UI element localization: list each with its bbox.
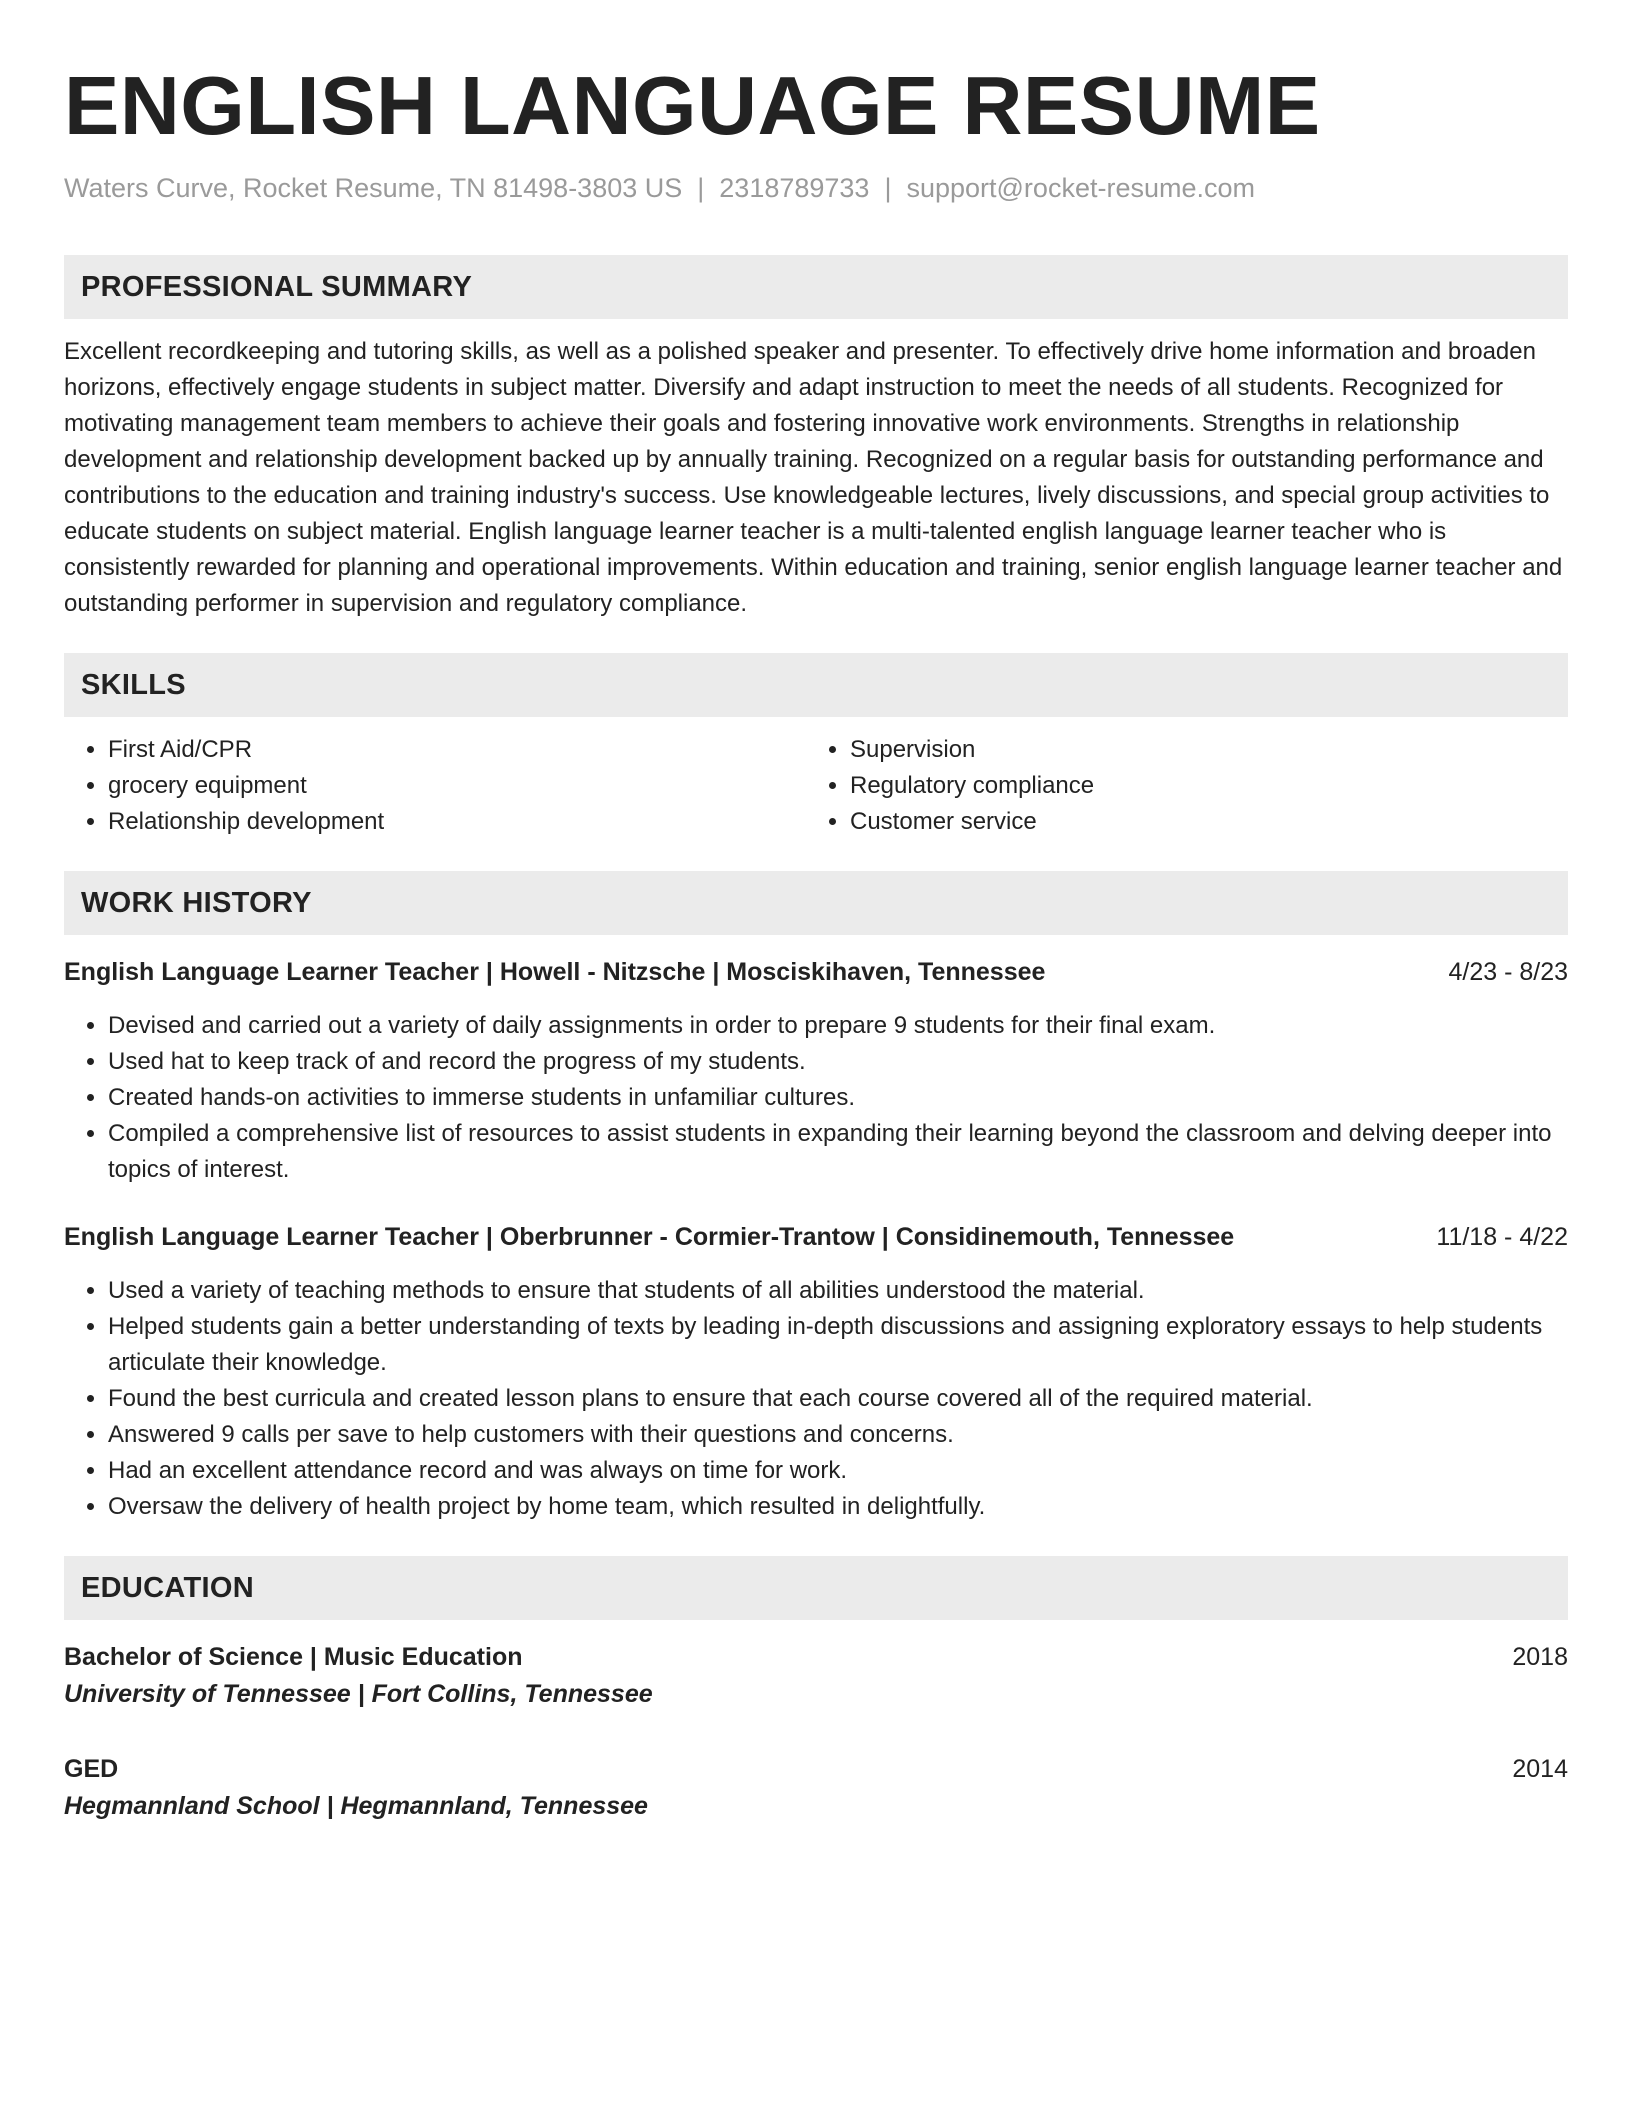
job-bullet: • Answered 9 calls per save to help customers with their questions and concerns. bbox=[108, 1417, 1568, 1453]
job-bullet: • Found the best curricula and created lesson plans to ensure that each course covered all of the required material. bbox=[108, 1381, 1568, 1417]
skill-item: • grocery equipment bbox=[108, 768, 806, 804]
job-bullet: • Created hands-on activities to immerse students in unfamiliar cultures. bbox=[108, 1080, 1568, 1116]
job-entry bbox=[64, 954, 1568, 1188]
skill-item: • First Aid/CPR bbox=[108, 732, 806, 768]
contact-phone: 2318789733 bbox=[719, 173, 870, 203]
skill-item: • Customer service bbox=[850, 804, 1548, 840]
summary-text: Excellent recordkeeping and tutoring skills, as well as a polished speaker and presenter. To effectively drive home information and broaden horizons, effectively engage students in subject matter. Diversify and adapt instruction to meet the needs of all students. Recognized for motivating management team members to achieve their goals and fostering innovative work environments. Strengths in relationship development and relationship development backed up by annually training. Recognized on a regular basis for outstanding performance and contributions to the education and training industry's success. Use knowledgeable lectures, lively discussions, and special group activities to educate students on subject material. English language learner teacher is a multi-talented english language learner teacher who is consistently rewarded for planning and operational improvements. Within education and training, senior english language learner teacher and outstanding performer in supervision and regulatory compliance. bbox=[64, 338, 1563, 617]
resume-title: ENGLISH LANGUAGE RESUME bbox=[64, 59, 1321, 152]
job-bullet: • Used a variety of teaching methods to ensure that students of all abilities understood the material. bbox=[108, 1273, 1568, 1309]
section-header-skills: SKILLS bbox=[64, 653, 1568, 717]
education-heading-row bbox=[64, 1751, 1568, 1787]
skills-column-right bbox=[806, 732, 1548, 840]
skills-column-left bbox=[64, 732, 806, 840]
job-bullets bbox=[64, 1273, 1568, 1525]
education-year: 2018 bbox=[1512, 1643, 1568, 1671]
education-entry bbox=[64, 1639, 1568, 1713]
job-bullet: • Helped students gain a better understanding of texts by leading in-depth discussions and assigning exploratory essays to help students articulate their knowledge. bbox=[108, 1309, 1568, 1381]
job-bullet: • Compiled a comprehensive list of resources to assist students in expanding their learning beyond the classroom and delving deeper into topics of interest. bbox=[108, 1116, 1568, 1188]
job-bullet: • Used hat to keep track of and record the progress of my students. bbox=[108, 1044, 1568, 1080]
education-school: University of Tennessee | Fort Collins, Tennessee bbox=[64, 1680, 653, 1708]
education-school: Hegmannland School | Hegmannland, Tennessee bbox=[64, 1792, 648, 1820]
job-bullet: • Had an excellent attendance record and was always on time for work. bbox=[108, 1453, 1568, 1489]
job-bullet: • Oversaw the delivery of health project by home team, which resulted in delightfully. bbox=[108, 1489, 1568, 1525]
education-year: 2014 bbox=[1512, 1755, 1568, 1783]
skill-item: • Regulatory compliance bbox=[850, 768, 1548, 804]
job-heading-row bbox=[64, 954, 1568, 990]
education-entry bbox=[64, 1751, 1568, 1825]
job-heading-row bbox=[64, 1219, 1568, 1255]
resume-page bbox=[64, 0, 1568, 1825]
job-title: English Language Learner Teacher | Oberbrunner - Cormier-Trantow | Considinemouth, Tennessee bbox=[64, 1223, 1235, 1251]
section-header-summary: PROFESSIONAL SUMMARY bbox=[64, 255, 1568, 319]
skill-item: • Relationship development bbox=[108, 804, 806, 840]
job-bullets bbox=[64, 1008, 1568, 1188]
education-degree: Bachelor of Science | Music Education bbox=[64, 1643, 523, 1671]
contact-address: Waters Curve, Rocket Resume, TN 81498-3803 US bbox=[64, 173, 683, 203]
job-title: English Language Learner Teacher | Howell - Nitzsche | Mosciskihaven, Tennessee bbox=[64, 958, 1046, 986]
skill-item: • Supervision bbox=[850, 732, 1548, 768]
job-entry bbox=[64, 1219, 1568, 1525]
section-header-work-history: WORK HISTORY bbox=[64, 871, 1568, 935]
education-heading-row bbox=[64, 1639, 1568, 1675]
skills-list bbox=[64, 732, 1568, 840]
job-dates: 11/18 - 4/22 bbox=[1436, 1223, 1568, 1251]
contact-separator: | bbox=[884, 173, 892, 203]
contact-separator: | bbox=[697, 173, 705, 203]
contact-email: support@rocket-resume.com bbox=[906, 173, 1255, 203]
job-bullet: • Devised and carried out a variety of daily assignments in order to prepare 9 students for their final exam. bbox=[108, 1008, 1568, 1044]
contact-line bbox=[64, 170, 1568, 206]
education-degree: GED bbox=[64, 1755, 119, 1783]
section-header-education: EDUCATION bbox=[64, 1556, 1568, 1620]
job-dates: 4/23 - 8/23 bbox=[1448, 958, 1568, 986]
